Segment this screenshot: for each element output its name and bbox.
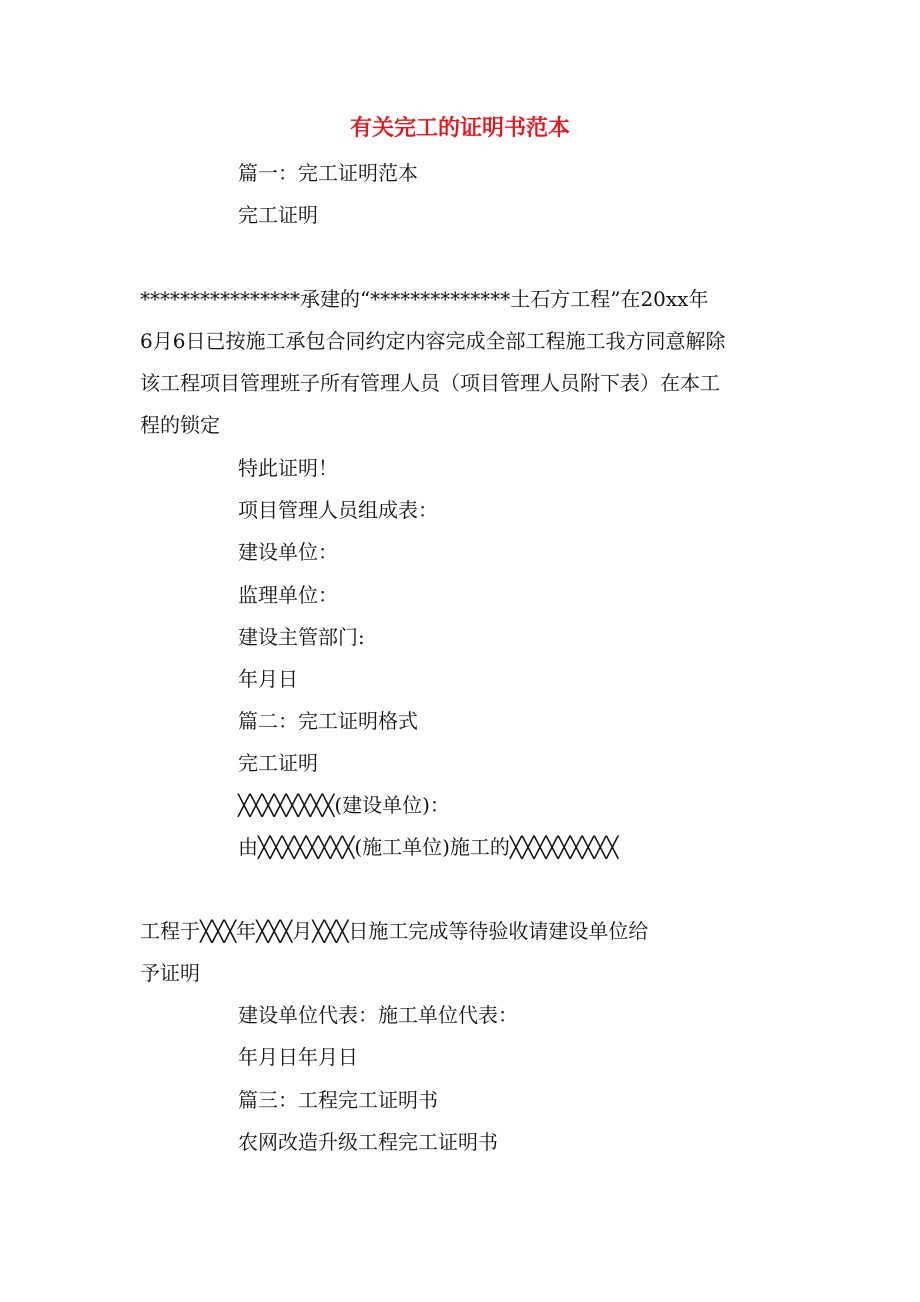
representatives-line: 建设单位代表：施工单位代表：	[238, 1003, 518, 1027]
body-line: 由╳╳╳╳╳╳╳╳(施工单位)施工的╳╳╳╳╳╳╳╳╳	[238, 835, 619, 859]
date-line: 年月日年月日	[238, 1045, 358, 1069]
certify-line: 特此证明！	[238, 456, 338, 480]
body-paragraph-line: 予证明	[140, 961, 200, 985]
date-line: 年月日	[238, 667, 298, 691]
addressee-line: ╳╳╳╳╳╳╳╳(建设单位)：	[238, 793, 450, 817]
body-paragraph-line: ****************承建的“**************土石方工程”在20xx年	[140, 287, 709, 311]
body-paragraph-line: 该工程项目管理班子所有管理人员（项目管理人员附下表）在本工	[140, 371, 720, 395]
subtitle-completion-certificate: 完工证明	[238, 751, 318, 775]
section-heading-1: 篇一：完工证明范本	[238, 161, 418, 185]
section-heading-3: 篇三：工程完工证明书	[238, 1088, 438, 1112]
subtitle-completion-certificate: 完工证明	[238, 203, 318, 227]
document-title: 有关完工的证明书范本	[349, 115, 570, 141]
body-paragraph-line: 工程于╳╳╳年╳╳╳月╳╳╳日施工完成等待验收请建设单位给	[140, 919, 649, 943]
authority-label: 建设主管部门:	[238, 625, 365, 649]
construction-unit-label: 建设单位：	[238, 540, 338, 564]
body-paragraph-line: 6月6日已按施工承包合同约定内容完成全部工程施工我方同意解除	[140, 329, 726, 353]
body-paragraph-line: 程的锁定	[140, 413, 220, 437]
section-heading-2: 篇二：完工证明格式	[238, 709, 418, 733]
supervision-unit-label: 监理单位：	[238, 583, 338, 607]
subtitle-rural-grid-certificate: 农网改造升级工程完工证明书	[238, 1130, 498, 1154]
staff-table-label: 项目管理人员组成表：	[238, 498, 438, 522]
